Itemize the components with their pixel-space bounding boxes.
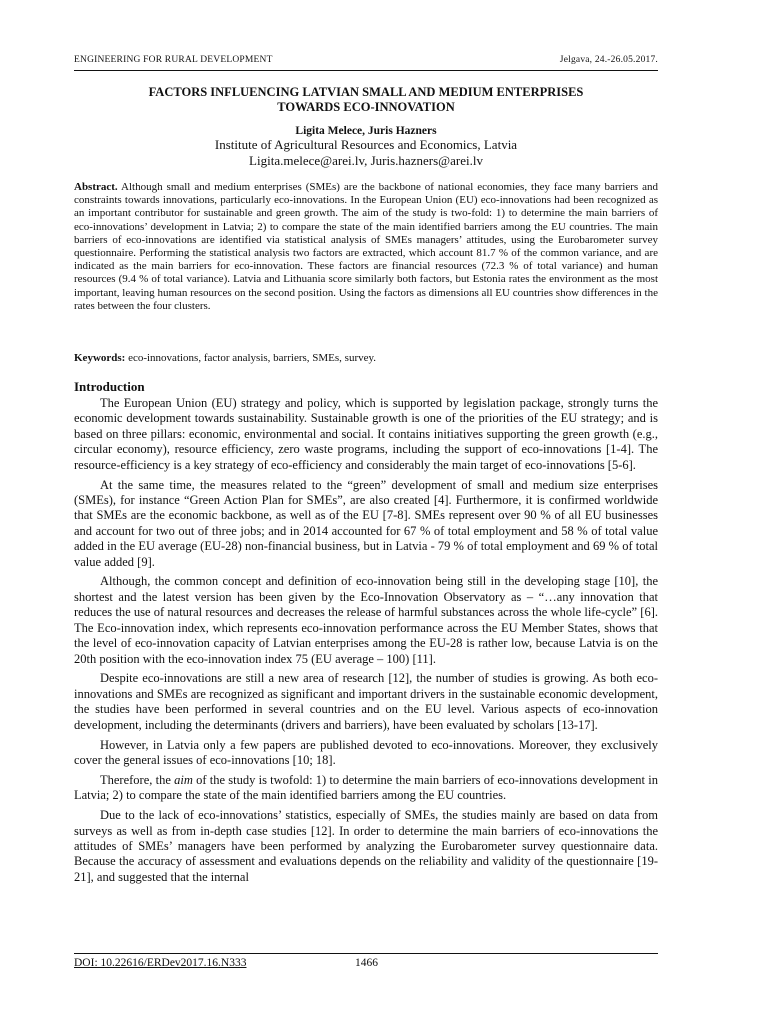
paragraph: Despite eco-innovations are still a new area of research [12], the number of studies is growing. As both eco-innovations and SMEs are recognized as significant and important drivers in the sustainable economic development, the studies have been performed in several countries and on the EU level. Various aspects of eco-innovation development, including the determinants (drivers and barriers), have been evaluated by scholars [13-17].	[74, 671, 658, 732]
author-emails: Ligita.melece@arei.lv, Juris.hazners@arei.lv	[249, 153, 483, 168]
abstract-text: Although small and medium enterprises (SMEs) are the backbone of national economies, they face many barriers and constraints towards innovations, particularly eco-innovations. In the European Union (EU) eco-innovations had been recognized as an important contributor for sustainable and green growth. The aim of the study is two-fold: 1) to determine the main barriers of eco-innovations’ development in Latvia; 2) to compare the state of the main identified barriers among the EU countries. The main barriers of eco-innovations are identified via statistical analysis of SMEs managers’ attitudes, using the Eurobarometer survey questionnaire. Performing the statistical analysis two factors are extracted, which account 81.7 % of the common variance, and are indicated as the main barriers for eco-innovation. These factors are financial resources (72.3 % of total variance) and human resources (9.4 % of total variance). Latvia and Lithuania score similarly both factors, but Estonia rates the environment as the most important, leaving human resources on the second position. Using the factors as dimensions all EU countries show differences in the rates between the four clusters.	[74, 181, 658, 312]
header-rule	[74, 70, 658, 71]
journal-name: ENGINEERING FOR RURAL DEVELOPMENT	[74, 55, 273, 65]
text-run: Therefore, the	[100, 772, 175, 787]
paragraph: However, in Latvia only a few papers are published devoted to eco-innovations. Moreover, they exclusively cover the general issues of eco-innovations [10; 18].	[74, 737, 658, 767]
footer-rule	[74, 953, 658, 954]
keywords-text: eco-innovations, factor analysis, barriers, SMEs, survey.	[128, 352, 377, 364]
conference-location-date: Jelgava, 24.-26.05.2017.	[559, 55, 658, 65]
paragraph: The European Union (EU) strategy and policy, which is supported by legislation package, strongly turns the economic development towards sustainability. Sustainable growth is one of the priorities of the EU strategy; and is based on three pillars: economic, environmental and social. It contains initiatives supporting the green growth (e.g., circular economy), resource efficiency, zero waste programs, including the support of eco-innovations [1-4]. The resource-efficiency is a key strategy of eco-efficiency and considerably the main target of eco-innovations [5-6].	[74, 396, 658, 472]
keywords-label: Keywords:	[74, 352, 126, 364]
page-number: 1466	[355, 957, 378, 969]
affiliation: Institute of Agricultural Resources and Economics, Latvia	[214, 137, 518, 152]
aim-emphasis: aim	[174, 772, 193, 787]
section-heading-introduction: Introduction	[74, 379, 145, 394]
title-line-2: TOWARDS ECO-INNOVATION	[277, 100, 455, 114]
title-line-1: FACTORS INFLUENCING LATVIAN SMALL AND MEDIUM ENTERPRISES	[148, 85, 584, 99]
paragraph	[74, 773, 658, 804]
doi-link[interactable]: DOI: 10.22616/ERDev2017.16.N333	[74, 957, 247, 969]
paragraph: At the same time, the measures related to the “green” development of small and medium size enterprises (SMEs), for instance “Green Action Plan for SMEs”, are also created [4]. Furthermore, it is confirmed worldwide that SMEs are the economic backbone, as well as of the EU [7-8]. SMEs represent over 90 % of all EU businesses and account for two out of three jobs; and in 2014 accounted for 67 % of total employment and 58 % of total value added in the EU average (EU-28) non-financial business, but in Latvia - 79 % of total employment and 69 % of total value added [9].	[74, 477, 658, 569]
running-header	[74, 55, 658, 69]
keywords	[74, 352, 658, 365]
authors: Ligita Melece, Juris Hazners	[295, 125, 437, 137]
paragraph: Although, the common concept and definition of eco-innovation being still in the developing stage [10], the shortest and the latest version has been given by the Eco-Innovation Observatory as – “…any innovation that reduces the use of natural resources and decreases the release of harmful substances across the whole life-cycle” [6]. The Eco-innovation index, which represents eco-innovation performance across the EU Member States, shows that the level of eco-innovation capacity of Latvian enterprises among the EU-28 is rather low, because Latvia is on the 20th position with the eco-innovation index 75 (EU average – 100) [11].	[74, 574, 658, 666]
abstract	[74, 181, 658, 313]
introduction-body	[74, 396, 658, 890]
paragraph: Due to the lack of eco-innovations’ statistics, especially of SMEs, the studies mainly are based on data from surveys as well as from in-depth case studies [12]. In order to determine the main barriers of eco-innovations the attitudes of SMEs’ managers have been performed by analyzing the Eurobarometer survey questionnaire data. Because the accuracy of assessment and evaluations depends on the reliability and validity of the questionnaire [19-21], and suggested that the internal	[74, 808, 658, 884]
text-run: of the study is twofold: 1) to determine the main barriers of eco-innovations development in Latvia; 2) to compare the state of the main identified barriers among the EU countries.	[74, 772, 658, 803]
paper-title	[74, 85, 658, 115]
abstract-label: Abstract.	[74, 181, 118, 193]
